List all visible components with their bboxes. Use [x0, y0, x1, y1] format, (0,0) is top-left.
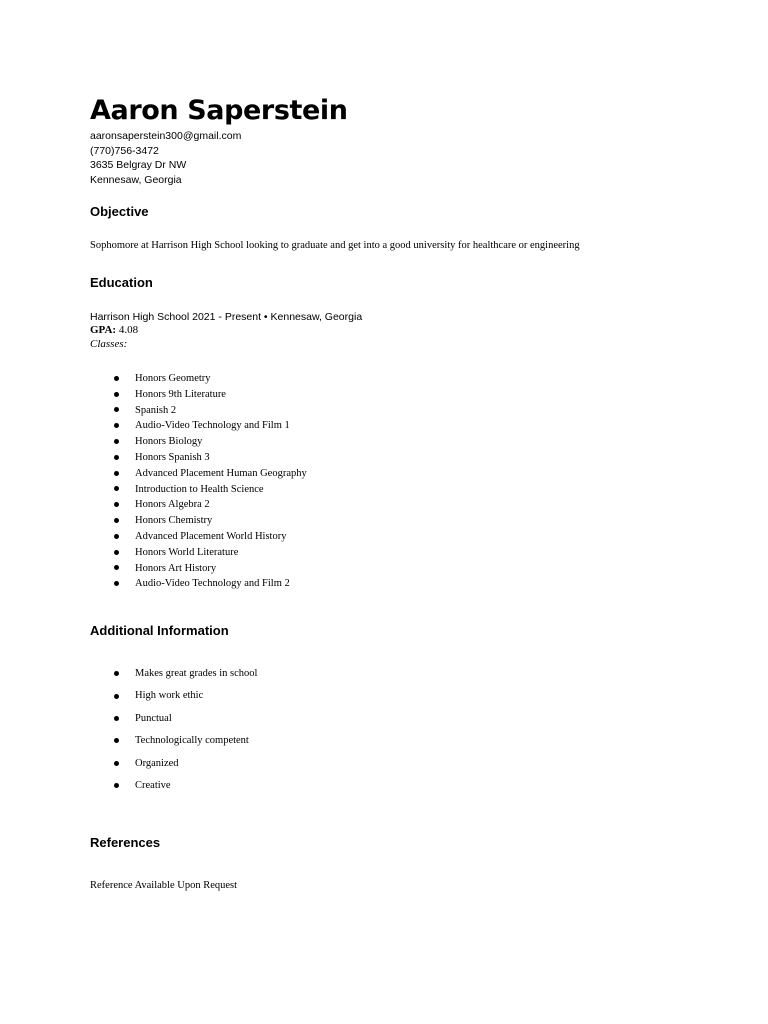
list-item — [90, 482, 307, 498]
education-gpa — [90, 323, 138, 337]
class-label: Honors Spanish 3 — [135, 451, 210, 463]
additional-item-label: High work ethic — [135, 690, 204, 702]
class-label: Audio-Video Technology and Film 1 — [135, 420, 290, 432]
classes-list — [90, 371, 307, 592]
list-item — [90, 450, 307, 466]
bullet-icon — [114, 738, 119, 743]
list-item — [90, 730, 257, 752]
contact-street: 3635 Belgray Dr NW — [90, 159, 187, 172]
list-item — [90, 434, 307, 450]
list-item — [90, 371, 307, 387]
bullet-icon — [114, 671, 119, 676]
class-label: Advanced Placement World History — [135, 530, 287, 542]
additional-item-label: Punctual — [135, 712, 172, 724]
list-item — [90, 387, 307, 403]
class-label: Honors World Literature — [135, 546, 239, 558]
bullet-icon — [114, 502, 119, 507]
list-item — [90, 753, 257, 775]
list-item — [90, 529, 307, 545]
objective-text: Sophomore at Harrison High School looking to graduate and get into a good university for healthcare or engineering — [90, 240, 580, 251]
additional-item-label: Creative — [135, 779, 171, 791]
contact-city: Kennesaw, Georgia — [90, 174, 182, 187]
list-item — [90, 685, 257, 707]
contact-block — [90, 129, 241, 188]
list-item — [90, 513, 307, 529]
additional-item-label: Technologically competent — [135, 735, 249, 747]
class-label: Advanced Placement Human Geography — [135, 467, 307, 479]
bullet-icon — [114, 783, 119, 788]
class-label: Spanish 2 — [135, 404, 177, 416]
list-item — [90, 576, 307, 592]
class-label: Honors Biology — [135, 436, 203, 448]
class-label: Audio-Video Technology and Film 2 — [135, 578, 290, 590]
education-heading: Education — [90, 275, 153, 290]
gpa-value: 4.08 — [118, 324, 139, 336]
class-label: Honors Chemistry — [135, 515, 213, 527]
gpa-label: GPA: — [90, 324, 117, 336]
bullet-icon — [114, 407, 119, 412]
class-label: Honors Art History — [135, 562, 217, 574]
bullet-icon — [114, 518, 119, 523]
bullet-icon — [114, 534, 119, 539]
classes-label: Classes: — [90, 338, 128, 350]
bullet-icon — [114, 376, 119, 381]
contact-phone: (770)756-3472 — [90, 144, 159, 157]
class-label: Honors Algebra 2 — [135, 499, 210, 511]
class-label: Introduction to Health Science — [135, 483, 264, 495]
additional-item-label: Organized — [135, 757, 179, 769]
list-item — [90, 663, 257, 685]
list-item — [90, 418, 307, 434]
references-text: Reference Available Upon Request — [90, 880, 238, 891]
list-item — [90, 497, 307, 513]
bullet-icon — [114, 761, 119, 766]
list-item — [90, 775, 257, 797]
bullet-icon — [114, 439, 119, 444]
references-heading: References — [90, 835, 161, 850]
list-item — [90, 561, 307, 577]
bullet-icon — [114, 565, 119, 570]
additional-info-heading: Additional Information — [90, 623, 229, 638]
list-item — [90, 708, 257, 730]
objective-heading: Objective — [90, 204, 149, 219]
bullet-icon — [114, 455, 119, 460]
additional-info-list — [90, 663, 257, 797]
bullet-icon — [114, 486, 119, 491]
list-item — [90, 545, 307, 561]
bullet-icon — [114, 392, 119, 397]
list-item — [90, 466, 307, 482]
class-label: Honors 9th Literature — [135, 388, 226, 400]
bullet-icon — [114, 423, 119, 428]
bullet-icon — [114, 581, 119, 586]
contact-email: aaronsaperstein300@gmail.com — [90, 130, 242, 142]
list-item — [90, 403, 307, 419]
bullet-icon — [114, 471, 119, 476]
bullet-icon — [114, 694, 119, 699]
class-label: Honors Geometry — [135, 373, 211, 384]
additional-item-label: Makes great grades in school — [135, 668, 258, 679]
resume-name: Aaron Saperstein — [90, 95, 348, 126]
education-school-line: Harrison High School 2021 - Present • Kennesaw, Georgia — [90, 311, 363, 323]
bullet-icon — [114, 550, 119, 555]
bullet-icon — [114, 716, 119, 721]
